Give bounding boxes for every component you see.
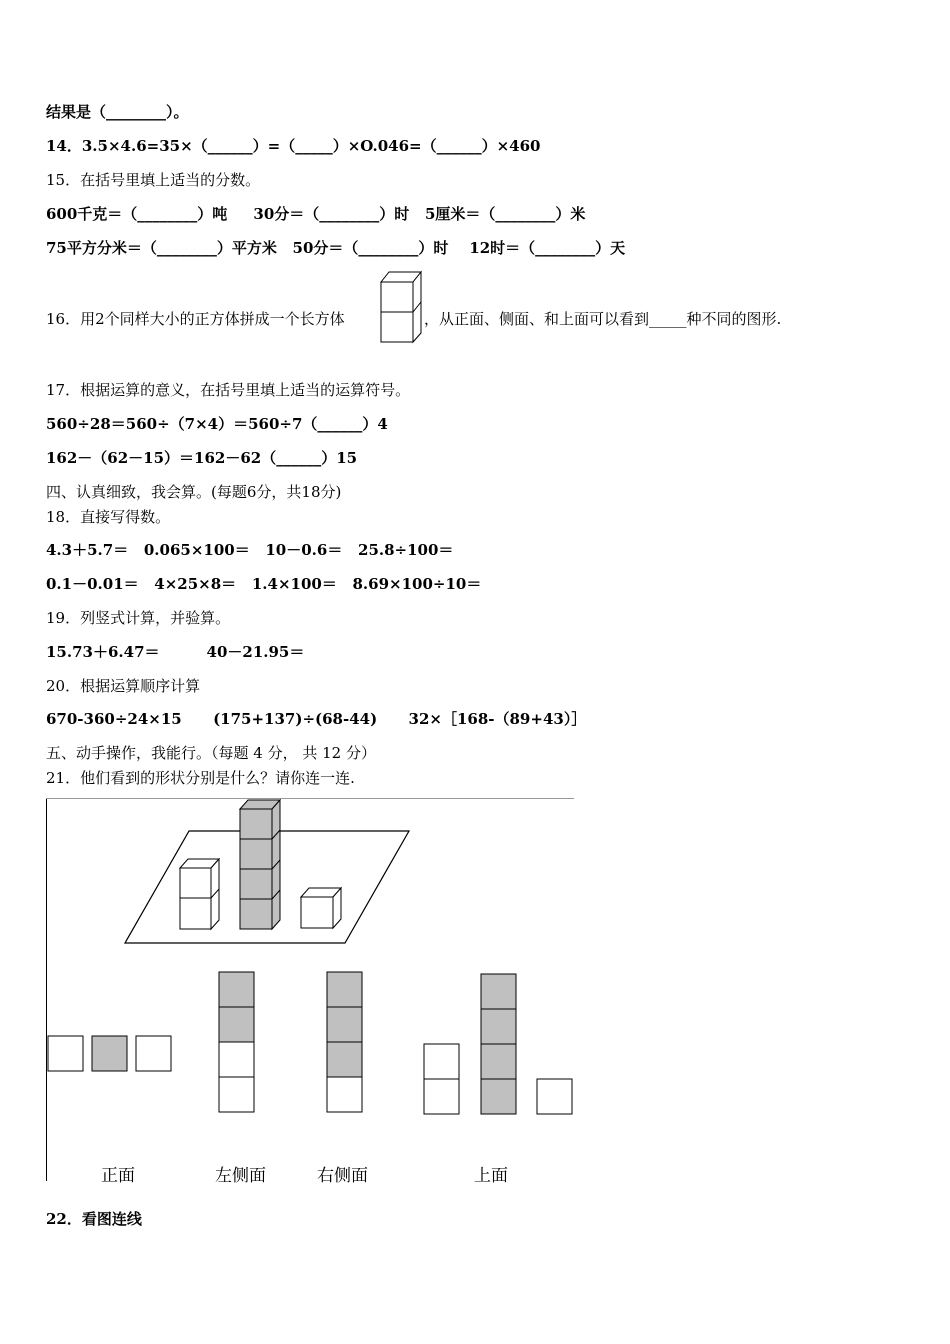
- question-16-part1: 16．用2个同样大小的正方体拼成一个长方体: [46, 310, 345, 328]
- middle-stack: [240, 800, 280, 929]
- question-22: 22．看图连线: [46, 1210, 142, 1228]
- views-figure: [46, 798, 576, 1183]
- right-stack: [301, 888, 341, 928]
- section-five-title: 五、动手操作，我能行。（每题 4 分， 共 12 分）: [46, 744, 376, 762]
- left-side-view-shape: [219, 972, 254, 1112]
- left-stack: [180, 859, 219, 929]
- question-15-row1: 600千克＝（________）吨 30分＝（________）时 5厘米＝（________）米: [46, 205, 586, 223]
- label-top: 上面: [474, 1166, 508, 1186]
- label-left-side: 左侧面: [215, 1166, 266, 1186]
- question-19-row: 15.73＋6.47＝ 40－21.95＝: [46, 643, 305, 661]
- question-20-row: 670-360÷24×15 (175+137)÷(68-44) 32×［168-（89+43）］: [46, 710, 587, 728]
- question-19: 19．列竖式计算，并验算。: [46, 609, 231, 627]
- question-17-row1: 560÷28＝560÷（7×4）＝560÷7（______）4: [46, 415, 388, 433]
- label-right-side: 右侧面: [317, 1166, 368, 1186]
- line-result: 结果是（________）。: [46, 103, 189, 121]
- section-four-title: 四、认真细致，我会算。(每题6分，共18分): [46, 483, 342, 501]
- front-view-shape: [48, 1036, 171, 1071]
- question-18-row1: 4.3＋5.7＝ 0.065×100＝ 10－0.6＝ 25.8÷100＝: [46, 541, 454, 559]
- question-18-row2: 0.1－0.01＝ 4×25×8＝ 1.4×100＝ 8.69×100÷10＝: [46, 575, 482, 593]
- top-view-shape: [424, 974, 572, 1114]
- question-18: 18．直接写得数。: [46, 508, 171, 526]
- right-side-view-shape: [327, 972, 362, 1112]
- cuboid-figure: [380, 271, 424, 343]
- question-17: 17．根据运算的意义，在括号里填上适当的运算符号。: [46, 381, 411, 399]
- question-21: 21．他们看到的形状分别是什么？请你连一连.: [46, 769, 355, 787]
- question-15-row2: 75平方分米＝（________）平方米 50分＝（________）时 12时＝（________）天: [46, 239, 626, 257]
- question-20: 20．根据运算顺序计算: [46, 677, 201, 695]
- question-16-part2: ，从正面、侧面、和上面可以看到_____种不同的图形.: [424, 310, 782, 328]
- question-17-row2: 162－（62－15）＝162－62（______）15: [46, 449, 358, 467]
- question-14: 14．3.5×4.6=35×（______）=（_____）×O.046=（______）×460: [46, 137, 541, 155]
- label-front: 正面: [101, 1166, 135, 1186]
- question-15: 15．在括号里填上适当的分数。: [46, 171, 261, 189]
